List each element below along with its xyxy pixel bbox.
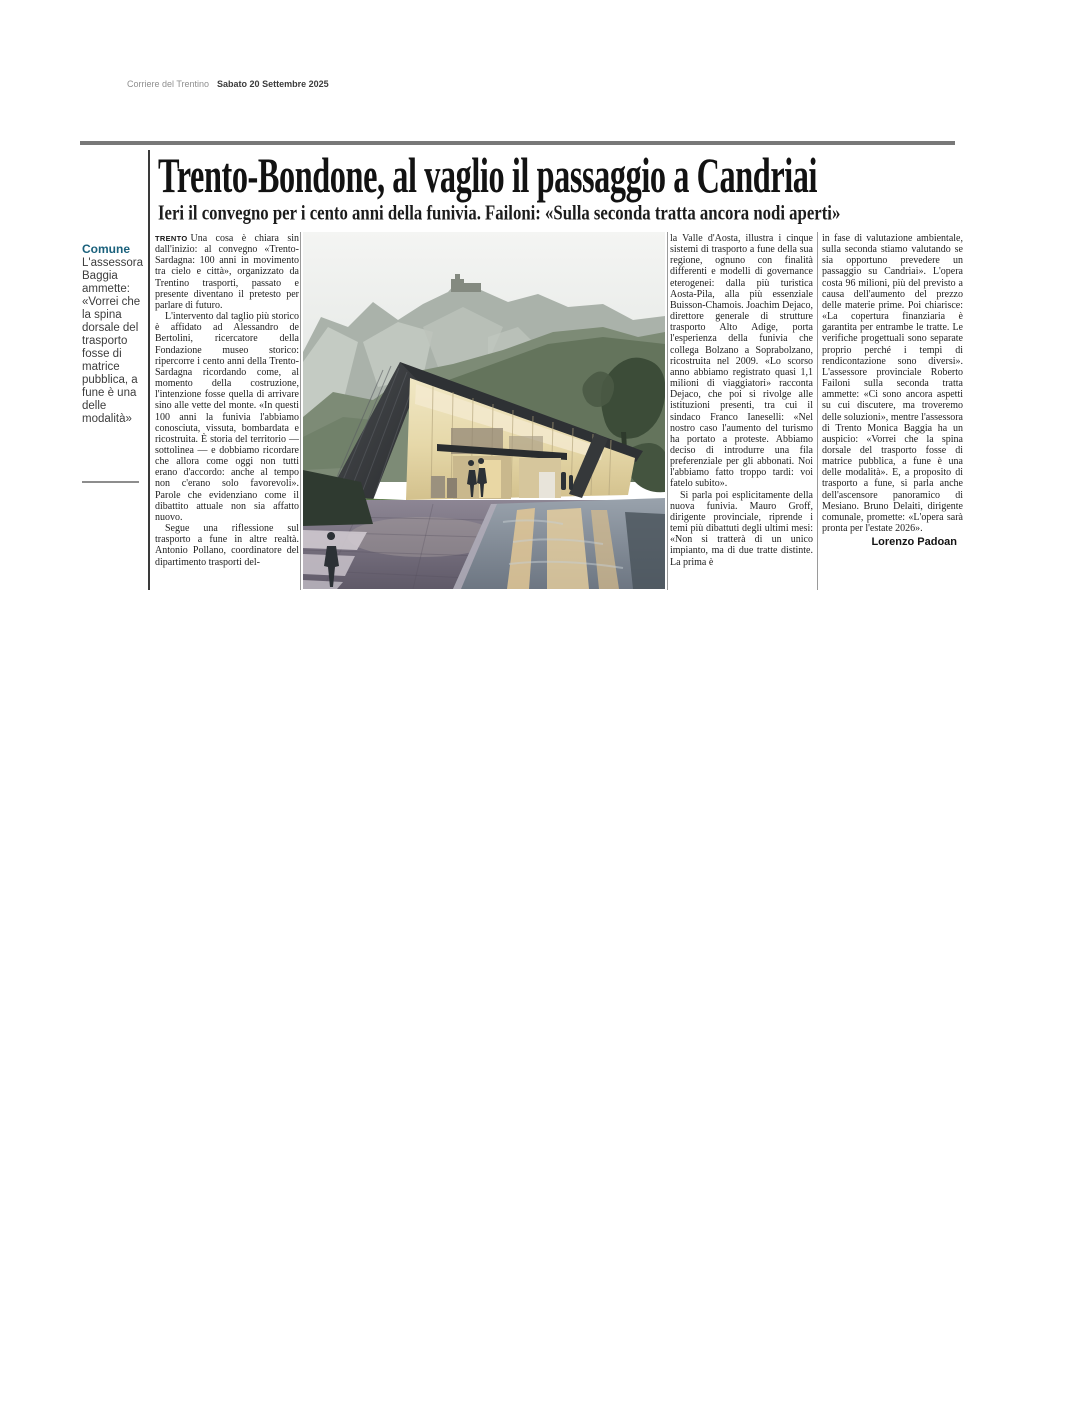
sidebar-quote: L'assessora Baggia ammette: «Vorrei che la spina dorsale del trasporto fosse di matrice pubblica, a fune è una delle modalità» [82, 257, 144, 425]
top-rule [80, 141, 955, 145]
kiosk [447, 478, 457, 498]
masthead [127, 79, 329, 89]
paragraph: Si parla poi esplicitamente della nuova funivia. Mauro Groff, dirigente provinciale, riprende i temi più dibattuti degli ultimi mesi: «Non si tratterà di un unico impianto, ma di due tratte distinte. La prima è [670, 489, 813, 568]
paragraph-text: Una cosa è chiara sin dall'inizio: al convegno «Trento-Sardagna: 100 anni in movimento tra cielo e città», organizzato da Trentino trasporti, passato e presente diventano il pretesto per parlare di futuro. [155, 233, 299, 311]
article-headline: Trento-Bondone, al vaglio il passaggio a Candriai [158, 149, 818, 204]
dateline-kicker: TRENTO [155, 234, 188, 243]
funivia-station-render [303, 232, 665, 589]
sidebar-rule [82, 481, 139, 483]
funivia-station-photo [303, 232, 665, 589]
article-column-3 [670, 233, 813, 590]
headline-vertical-rule [148, 150, 150, 590]
article-column-1 [155, 233, 299, 590]
kiosk [431, 476, 445, 498]
sidebar-label: Comune [82, 242, 130, 256]
paragraph: in fase di valutazione ambientale, sulla seconda stiamo valutando se sia opportuno prevedere un passaggio su Candriai». L'opera costa 96 milioni, più del previsto a causa dell'aumento del prezzo delle materie prime. Poi chiarisce: «La copertura finanziaria è garantita per entrambe le tratte. Le verifiche progettuali sono separate proprio perché i tempi di rendicontazione sono diversi». L'assessore provinciale Roberto Failoni sulla seconda tratta ammette: «Ci sono ancora aspetti su cui discutere, ma troveremo delle soluzioni», mentre l'assessora di Trento Monica Baggia ha un auspicio: «Vorrei che la spina dorsale del trasporto fosse di matrice pubblica, a fune è una delle modalità». E, a proposito di trasporto a fune, si parla anche dell'ascensore panoramico di Mesiano. Bruno Delaiti, dirigente comunale, promette: «L'opera sarà pronta per l'estate 2026». [822, 233, 963, 535]
paragraph: la Valle d'Aosta, illustra i cinque sistemi di trasporto a fune della sua regione, ognuno con finalità differenti e modelli di governance eterogenei: dalla più turistica Aosta-Pila, alla più essenziale Buisson-Chamois. Joachim Dejaco, direttore generale di strutture trasporto Alto Adige, porta l'esperienza della funivia che collega Bolzano a Soprabolzano, ricostruita nel 2009. «Lo scorso anno abbiamo registrato quasi 1,1 milioni di viaggiatori» racconta Dejaco, che poi si rivolge alle istituzioni presenti, tra cui il sindaco Franco Ianeselli: «Nel nostro caso l'aumento del turismo ha portato a proteste. Abbiamo deciso di introdurre una fila preferenziale per gli abbonati. Noi l'abbiamo fatto troppo tardi: voi fatelo subito». [670, 233, 813, 490]
paragraph: Segue una riflessione sul trasporto a fune in altre realtà. Antonio Pollano, coordinatore del dipartimento trasporti del- [155, 523, 299, 568]
paragraph [155, 233, 299, 311]
article-column-4 [822, 233, 963, 590]
column-divider [667, 232, 668, 590]
sidebar-comune [82, 242, 144, 426]
article-subhead: Ieri il convegno per i cento anni della funivia. Failoni: «Sulla seconda tratta ancora nodi aperti» [158, 201, 841, 224]
paragraph: L'intervento dal taglio più storico è affidato ad Alessandro de Bertolini, ricercatore della Fondazione museo storico: ripercorre i cento anni della Trento-Sardagna ricordando come, al momento della costruzione, l'intenzione fosse quella di arrivare sino alle vette del monte. «In questi 100 anni la funivia l'abbiamo conosciuta, vissuta, bombardata e ricostruita. È storia del territorio — sottolinea — e dobbiamo ricordare che allora come oggi non tutti erano d'accordo: anche al tempo non c'erano solo favorevoli». Parole che evidenziano come il dibattito attuale non sia affatto nuovo. [155, 311, 299, 523]
column-divider [817, 232, 818, 590]
column-divider [300, 232, 301, 590]
byline: Lorenzo Padoan [871, 536, 957, 549]
kiosk [539, 472, 555, 498]
paper-name: Corriere del Trentino [127, 79, 210, 89]
edition-date: Sabato 20 Settembre 2025 [217, 79, 329, 89]
